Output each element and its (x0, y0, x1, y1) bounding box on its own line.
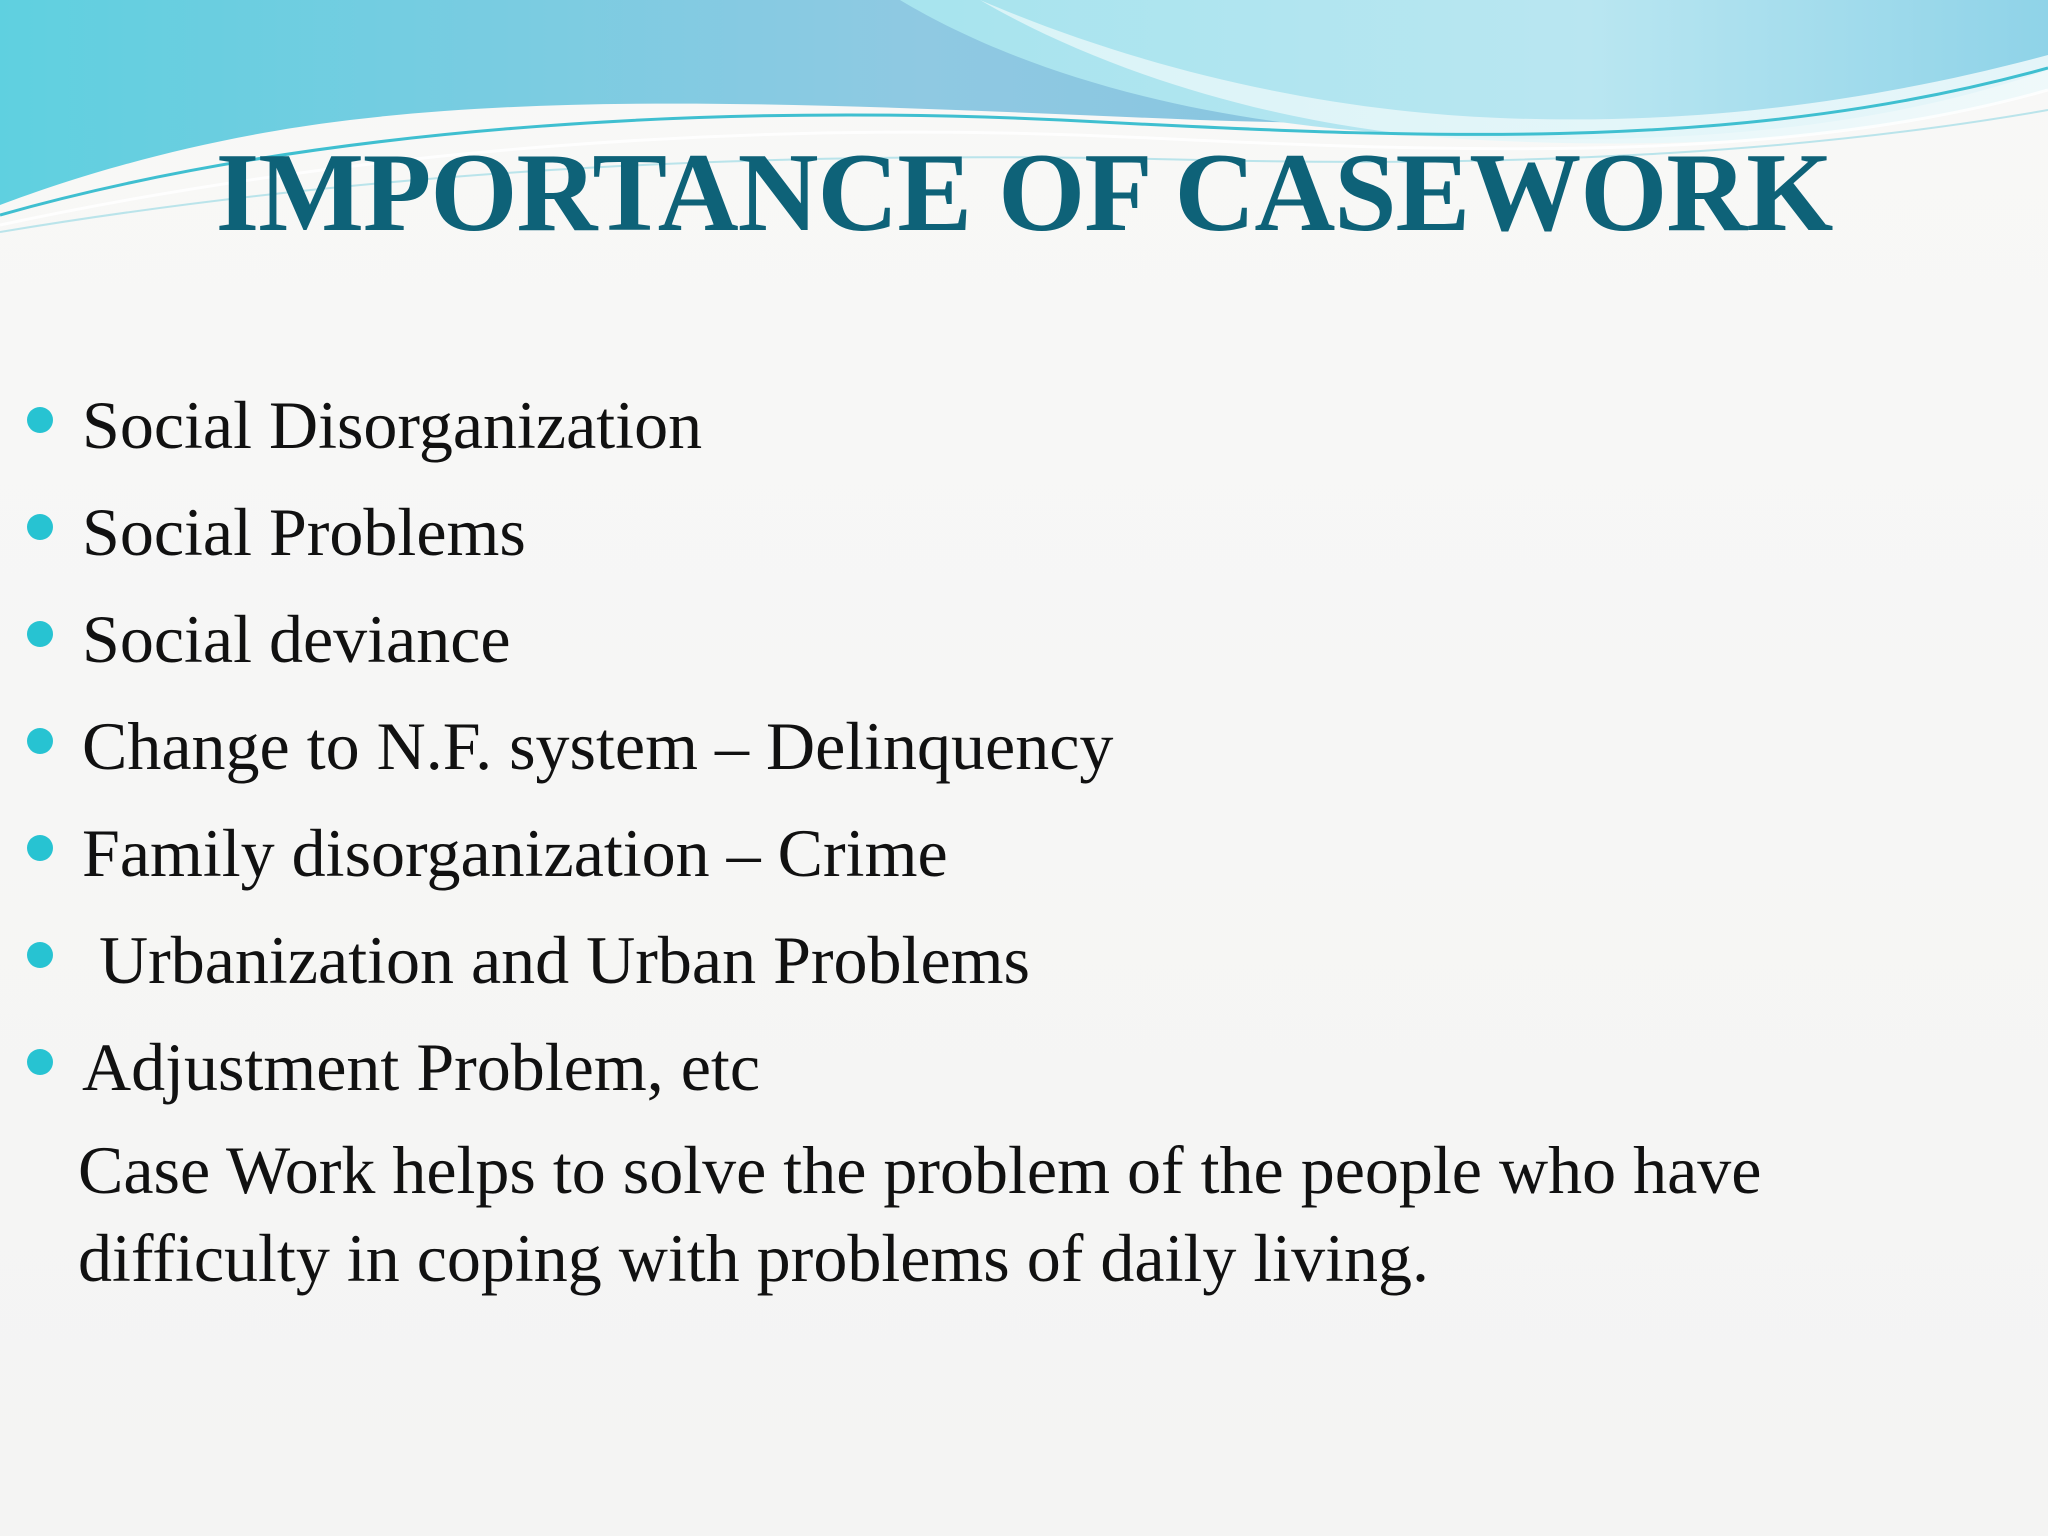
bullet-item (24, 586, 2004, 693)
bullet-item (24, 479, 2004, 586)
bullet-dot-icon (27, 728, 53, 754)
bullet-text: Change to N.F. system – Delinquency (82, 708, 1114, 784)
bullet-dot-icon (27, 407, 53, 433)
bullet-item (24, 693, 2004, 800)
bullet-dot-icon (27, 514, 53, 540)
bullet-dot-icon (27, 621, 53, 647)
bullet-dot-icon (27, 1049, 53, 1075)
slide-title: IMPORTANCE OF CASEWORK (215, 131, 1833, 255)
bullet-text: Urbanization and Urban Problems (82, 922, 1030, 998)
bullet-text: Social Problems (82, 494, 526, 570)
bullet-text: Adjustment Problem, etc (82, 1029, 761, 1105)
summary-paragraph: Case Work helps to solve the problem of the people who have difficulty in coping with problems of daily living. (78, 1132, 1762, 1296)
bullet-item (24, 800, 2004, 907)
bullet-text: Social Disorganization (82, 387, 703, 463)
bullet-dot-icon (27, 942, 53, 968)
bullet-item (24, 907, 2004, 1014)
bullet-text: Social deviance (82, 601, 511, 677)
bullet-item (24, 372, 2004, 479)
bullet-list (24, 372, 2004, 1121)
bullet-item (24, 1014, 2004, 1121)
bullet-text: Family disorganization – Crime (82, 815, 948, 891)
bullet-dot-icon (27, 835, 53, 861)
